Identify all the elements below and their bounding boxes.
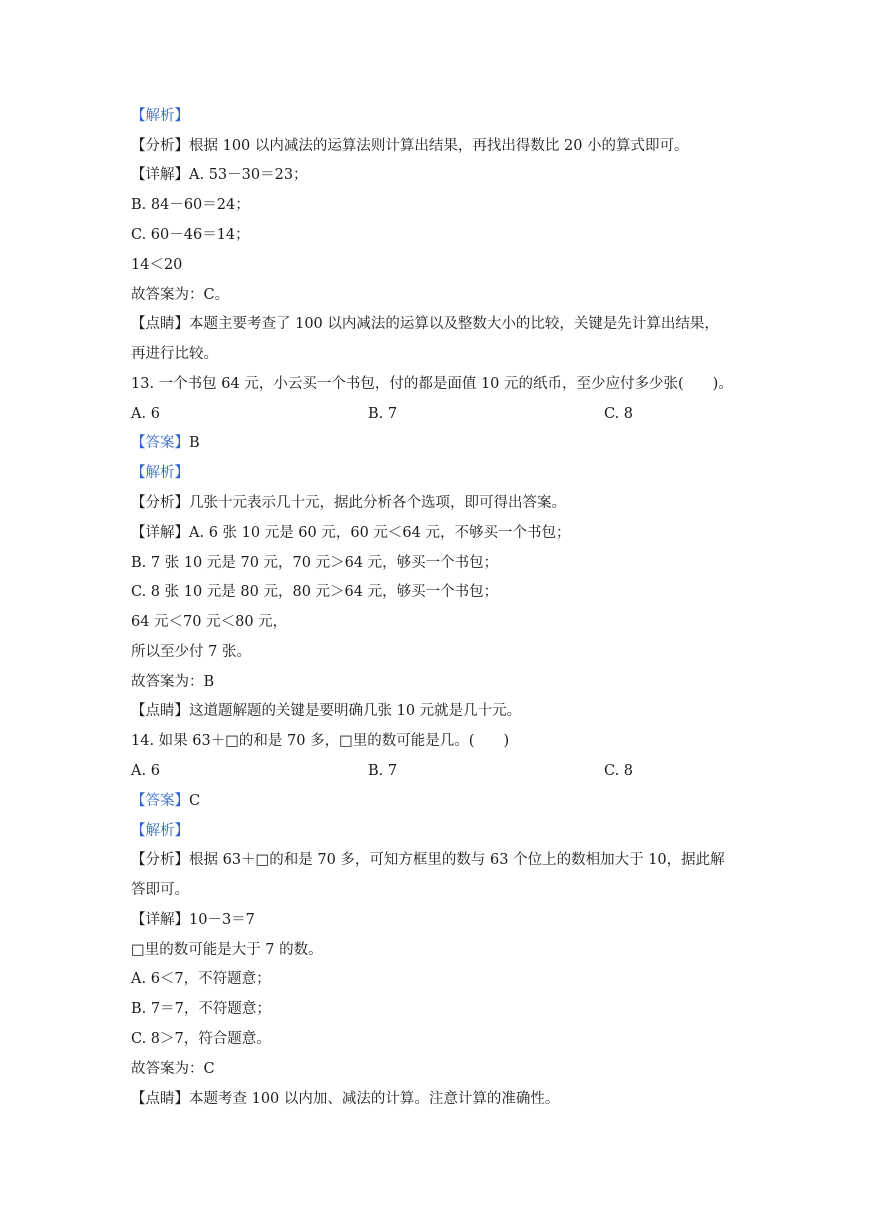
line-text: B. 84－60＝24； (131, 197, 250, 213)
option-b: B. 7 (368, 763, 398, 779)
section-tag: 【详解】 (131, 167, 189, 183)
section-tag: 【详解】 (131, 912, 189, 928)
line-7 (131, 285, 229, 305)
line-text: A. 6 张 10 元是 60 元，60 元＜64 元，不够买一个书包； (189, 525, 571, 541)
line-text: C. 60－46＝14； (131, 227, 250, 243)
line-31 (131, 999, 271, 1019)
line-text: 14＜20 (131, 257, 183, 273)
section-tag: 【点睛】 (131, 316, 189, 332)
line-text: A. 53－30＝23； (189, 167, 308, 183)
question-14 (131, 731, 509, 751)
line-text: C. 8 张 10 元是 80 元，80 元＞64 元，够买一个书包； (131, 584, 499, 600)
section-tag: 【分析】 (131, 495, 189, 511)
line-5 (131, 225, 250, 245)
question-text: 13. 一个书包 64 元，小云买一个书包，付的都是面值 10 元的纸币，至少应付多少张( )。 (131, 376, 733, 392)
line-text: 64 元＜70 元＜80 元， (131, 614, 288, 630)
line-8 (131, 314, 719, 334)
question-text: 14. 如果 63＋□的和是 70 多，□里的数可能是几。( ) (131, 733, 510, 749)
section-tag: 【答案】 (131, 793, 189, 809)
line-30 (131, 969, 271, 989)
line-text: 根据 63＋□的和是 70 多，可知方框里的数与 63 个位上的数相加大于 10，据此解 (189, 852, 725, 868)
line-19 (131, 642, 251, 662)
answer-line (131, 791, 200, 811)
line-16 (131, 553, 498, 573)
line-21 (131, 701, 521, 721)
line-text: B. 7＝7，不符题意； (131, 1001, 271, 1017)
line-26 (131, 850, 725, 870)
line-3 (131, 165, 308, 185)
line-18 (131, 612, 287, 632)
line-text: □里的数可能是大于 7 的数。 (131, 942, 323, 958)
answer-value: B (189, 435, 200, 451)
section-tag: 【点睛】 (131, 1091, 189, 1107)
line-text: 本题主要考查了 100 以内减法的运算以及整数大小的比较，关键是先计算出结果， (189, 316, 719, 332)
line-6 (131, 255, 182, 275)
line-27 (131, 880, 189, 900)
line-33 (131, 1059, 215, 1079)
line-20 (131, 672, 214, 692)
line-text: 这道题解题的关键是要明确几张 10 元就是几十元。 (189, 703, 522, 719)
section-tag: 【分析】 (131, 852, 189, 868)
line-13 (131, 463, 189, 483)
line-text: 几张十元表示几十元，据此分析各个选项，即可得出答案。 (189, 495, 566, 511)
line-15 (131, 523, 570, 543)
section-tag: 【分析】 (131, 138, 189, 154)
line-text: 答即可。 (131, 882, 189, 898)
line-text: 故答案为：C。 (131, 287, 230, 303)
line-9 (131, 344, 218, 364)
option-c: C. 8 (604, 406, 634, 422)
line-text: A. 6＜7，不符题意； (131, 971, 271, 987)
line-4 (131, 195, 250, 215)
option-a: A. 6 (131, 406, 160, 422)
answer-line (131, 433, 200, 453)
line-text: 10－3＝7 (189, 912, 255, 928)
answer-value: C (189, 793, 201, 809)
line-text: 再进行比较。 (131, 346, 218, 362)
line-text: 本题考查 100 以内加、减法的计算。注意计算的准确性。 (189, 1091, 560, 1107)
section-tag: 【解析】 (131, 108, 189, 124)
section-tag: 【详解】 (131, 525, 189, 541)
line-text: B. 7 张 10 元是 70 元，70 元＞64 元，够买一个书包； (131, 555, 499, 571)
line-34 (131, 1089, 559, 1109)
option-b: B. 7 (368, 406, 398, 422)
line-28 (131, 910, 255, 930)
line-text: 所以至少付 7 张。 (131, 644, 251, 660)
line-text: 故答案为：B (131, 674, 215, 690)
section-tag: 【点睛】 (131, 703, 189, 719)
line-2 (131, 136, 689, 156)
line-32 (131, 1029, 271, 1049)
question-13 (131, 374, 733, 394)
line-29 (131, 940, 323, 960)
line-1 (131, 106, 189, 126)
option-c: C. 8 (604, 763, 634, 779)
line-17 (131, 582, 498, 602)
line-text: 故答案为：C (131, 1061, 215, 1077)
option-a: A. 6 (131, 763, 160, 779)
line-text: C. 8＞7，符合题意。 (131, 1031, 271, 1047)
line-25 (131, 821, 189, 841)
section-tag: 【解析】 (131, 823, 189, 839)
section-tag: 【答案】 (131, 435, 189, 451)
section-tag: 【解析】 (131, 465, 189, 481)
line-14 (131, 493, 566, 513)
line-text: 根据 100 以内减法的运算法则计算出结果，再找出得数比 20 小的算式即可。 (189, 138, 689, 154)
